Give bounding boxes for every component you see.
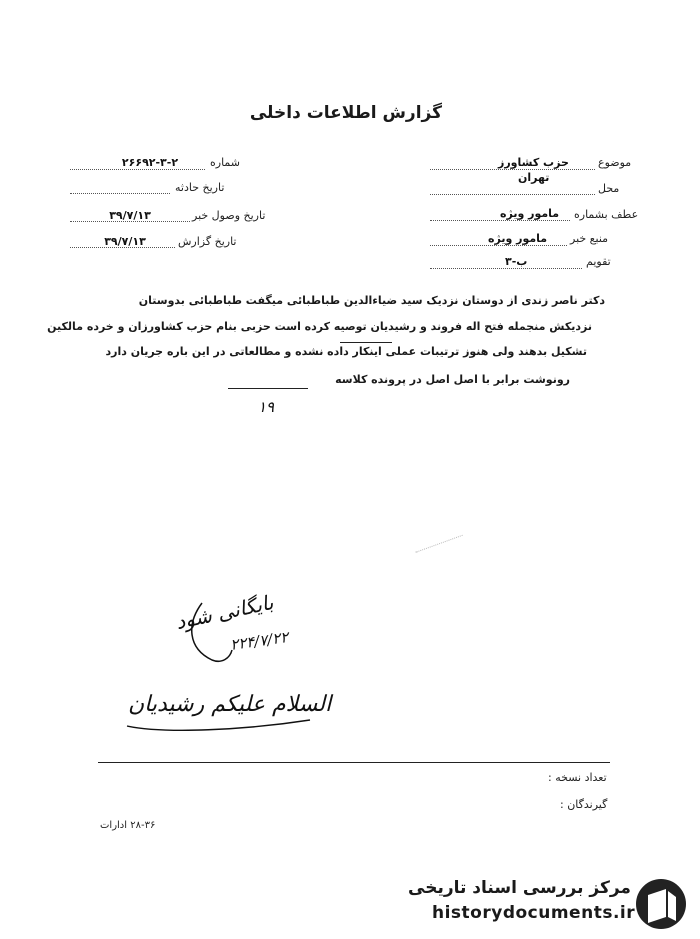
handwritten-archive-note: بایگانی شود [173, 589, 276, 635]
archive-logo-icon [634, 877, 688, 931]
source-value: مامور ویژه [488, 232, 548, 245]
handwritten-signature: السلام علیکم رشیدیان [128, 692, 332, 717]
report-date-dots [70, 247, 175, 248]
subject-value: حزب کشاورز [498, 156, 569, 169]
event-date-label: تاریخ حادثه [175, 181, 225, 194]
body-line-4: رونوشت برابر با اصل اصل در پرونده کلاسه [335, 373, 570, 386]
watermark-title: مرکز بررسی اسناد تاریخی [408, 878, 631, 898]
rating-value: ب-۳ [505, 255, 528, 268]
event-date-dots [70, 193, 170, 194]
source-label: منبع خبر [570, 232, 609, 245]
handwritten-date-note: ۲۲۴/۷/۲۲ [229, 628, 290, 654]
handwritten-hook-mark [182, 598, 242, 668]
location-value: تهران [518, 171, 550, 184]
report-date-value: ۳۹/۷/۱۳ [104, 235, 146, 248]
location-label: محل [598, 182, 620, 195]
reference-dots [430, 220, 570, 221]
location-dots [430, 194, 595, 195]
report-title: گزارش اطلاعات داخلی [249, 103, 442, 123]
faint-mark [407, 512, 463, 553]
watermark-url: historydocuments.ir [432, 903, 636, 923]
reference-value: مامور ویژه [500, 207, 560, 220]
number-value: ۲۶۶۹۲-۳-۲ [121, 156, 179, 169]
number-label: شماره [210, 156, 241, 169]
source-dots [430, 245, 567, 246]
class-blank-line [228, 388, 308, 389]
body-line-3: تشکیل بدهند ولی هنوز ترتیبات عملی اینکار داده نشده و مطالعاتی در این باره جریان دارد [105, 345, 587, 358]
class-number: ۱۹ [258, 398, 275, 416]
subject-dots [430, 169, 595, 170]
body-line-1: دکتر ناصر زندی از دوستان نزدیک سید ضیاءالدین طباطبائی میگفت طباطبائی بدوستان [138, 294, 605, 307]
underline-rashidian [340, 342, 392, 343]
receipt-date-value: ۳۹/۷/۱۳ [109, 209, 151, 222]
body-line-2: نزدیکش منجمله فتح اله فروند و رشیدیان توصیه کرده است حزبی بنام حزب کشاورزان و خرده مالکین [47, 320, 592, 333]
signature-flourish [125, 712, 315, 736]
receipt-date-dots [70, 221, 190, 222]
rating-dots [430, 268, 582, 269]
rating-label: تقویم [586, 255, 611, 268]
number-dots [70, 169, 205, 170]
subject-label: موضوع [598, 156, 632, 169]
copies-label: تعداد نسخه : [548, 771, 607, 784]
receipt-date-label: تاریخ وصول خبر [192, 209, 266, 222]
form-code: ۲۸-۳۶ ادارات [100, 820, 156, 831]
report-date-label: تاریخ گزارش [178, 235, 237, 248]
recipients-label: گیرندگان : [560, 798, 608, 811]
reference-label: عطف بشماره [574, 208, 639, 221]
footer-rule [98, 762, 610, 763]
